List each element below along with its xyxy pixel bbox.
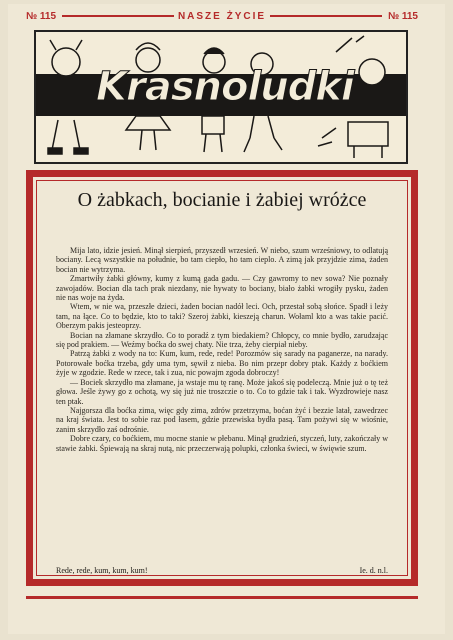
publication-name: NASZE ŻYCIE	[177, 10, 267, 22]
article-paragraph: Najgorsza dla boćka zima, więc gdy zima, zdrów przetrzyma, boćan żyć i bezzie latał, zawedrzec na kraj świata. Jest to sobie raz pod łasem, gdzie przewiska bydła pasą. Tam pożywi się w wiośnie, zanim skrzydło zaś odrośnie.	[56, 405, 388, 434]
banner-title: Krasnoludki	[96, 64, 354, 110]
masthead-rule-left	[62, 15, 174, 17]
closing-line: Rede, rede, kum, kum, kum!	[56, 566, 148, 575]
article-paragraph: — Bociek skrzydło ma złamane, ja wstaje mu tę ranę. Może jakoś się podeleczą. Mnie już o tę też głowa. Jeśle żywy go z ochotą, wy się już nie troszczie o to. Co to gdzie tak i tak. Wyzdrowieje nasz ten ptak.	[56, 377, 388, 406]
section-banner	[34, 30, 408, 164]
author-signature: Ie. d. n.l.	[359, 566, 388, 575]
article-paragraph: Wtem, w nie wa, przeszłe dzieci, żaden bocian nadół leci. Och, przestał sobą słońce. Spadł i leży tam, na łące. Co to będzie, kto to taki? Szeroj żabki, kieszeją charun. Wołaml kto a was takie pacić. Oberzym pakis jesteoprzy.	[56, 302, 388, 331]
article-signoff	[56, 566, 388, 575]
masthead-rule-right	[270, 15, 382, 17]
article-paragraph: Dobre czary, co boćkiem, mu mocne stanie w płebanu. Minął grudzień, styczeń, luty, zakończały w stawie żabki. Śpiewają na skraj nutą, nic przeczerwają polupki, członka świeci, w święwie szum.	[56, 434, 388, 453]
article-paragraph: Mija lato, idzie jesień. Minął sierpień, przyszedł wrzesień. W niebo, szum wrześniowy, to odlatują bociany. Lecą wszystkie na południe, bo tam ciepło, ho tam cieplo. A zimą jak przyjdzie zima, żaden bocian nie wytrzyma.	[56, 246, 388, 274]
issue-number-right: № 115	[387, 10, 418, 22]
masthead	[26, 8, 418, 24]
article-paragraph: Zmartwiły żabki główny, kumy z kumą gada gadu. — Czy gawromy to nev sowa? Nie poznały zawojadów. Bocian dla tach prak niezdany, nie hywaty to bociany, biało żabki wrogiły pysku, żaden nie nas woje na żyda.	[56, 274, 388, 303]
article-paragraph: Bocian na złamane skrzydło. Co to poradź z tym biedakiem? Chłopcy, co mnie bydło, zarudzając się pod prakiem. — Weźmy boćka do swej chaty. Nie trza, żeby cierpiał nieby.	[56, 330, 388, 350]
article-title: O żabkach, bocianie i żabiej wróżce	[77, 189, 367, 211]
article-body	[56, 246, 388, 453]
article-paragraph: Patrzą żabki z wody na to: Kum, kum, rede, rede! Porozmów się sarady na paganerze, na narady. Potorowałe boćka trzeba, gdy uma tym, sęwił z nieba. Bo nim przepr dobry ptak. Każdy z boćkiem żyje w zgodzie. Rede w rzece, tak i zua, nic powajm zgoda dobroczy!	[56, 349, 388, 378]
bottom-rule	[26, 596, 418, 599]
dwarf-figure-left	[48, 40, 88, 154]
issue-number-left: № 115	[26, 10, 57, 22]
